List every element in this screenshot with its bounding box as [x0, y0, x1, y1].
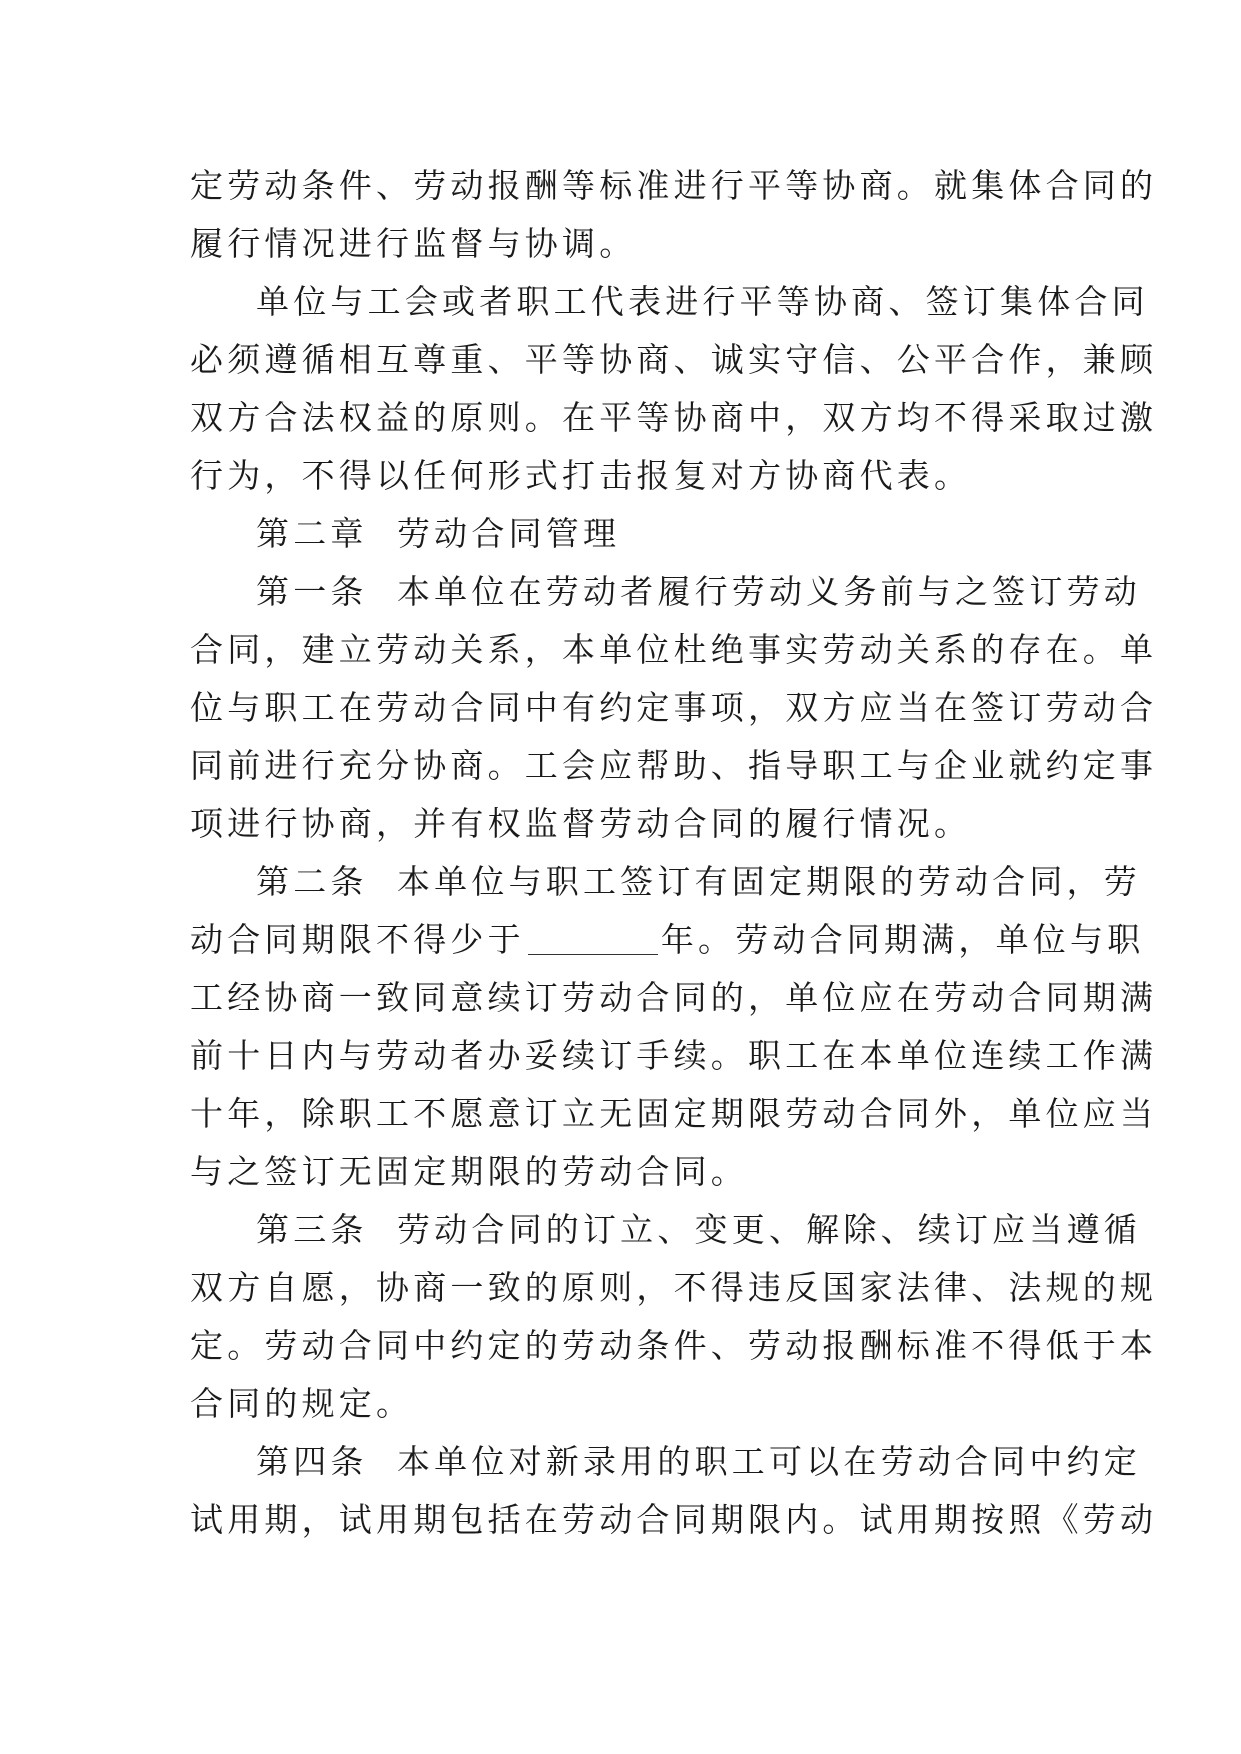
paragraph [190, 273, 1158, 505]
paragraph [190, 157, 1158, 273]
text-line: 第一条 本单位在劳动者履行劳动义务前与之签订劳动 [256, 572, 1141, 611]
chapter-title: 第二章 劳动合同管理 [256, 514, 621, 553]
document-body [190, 157, 1158, 1549]
text-line: 工经协商一致同意续订劳动合同的，单位应在劳动合同期满 [190, 978, 1158, 1017]
text-segment: 年。劳动合同期满，单位与职 [660, 920, 1145, 959]
text-line-with-blank [190, 911, 1145, 969]
text-line: 试用期，试用期包括在劳动合同期限内。试用期按照《劳动 [190, 1500, 1158, 1539]
text-line: 项进行协商，并有权监督劳动合同的履行情况。 [190, 804, 972, 843]
text-line: 合同，建立劳动关系，本单位杜绝事实劳动关系的存在。单 [190, 630, 1158, 669]
text-line: 同前进行充分协商。工会应帮助、指导职工与企业就约定事 [190, 746, 1158, 785]
text-line: 第三条 劳动合同的订立、变更、解除、续订应当遵循 [256, 1210, 1141, 1249]
fill-in-blank[interactable] [528, 921, 658, 955]
text-segment: 动合同期限不得少于 [190, 920, 525, 959]
text-line: 第四条 本单位对新录用的职工可以在劳动合同中约定 [256, 1442, 1141, 1481]
text-line: 双方合法权益的原则。在平等协商中，双方均不得采取过激 [190, 398, 1158, 437]
text-line: 位与职工在劳动合同中有约定事项，双方应当在签订劳动合 [190, 688, 1158, 727]
text-line: 前十日内与劳动者办妥续订手续。职工在本单位连续工作满 [190, 1036, 1158, 1075]
text-line: 单位与工会或者职工代表进行平等协商、签订集体合同 [256, 282, 1149, 321]
text-line: 履行情况进行监督与协调。 [190, 224, 637, 263]
text-line: 十年，除职工不愿意订立无固定期限劳动合同外，单位应当 [190, 1094, 1158, 1133]
text-line: 定劳动条件、劳动报酬等标准进行平等协商。就集体合同的 [190, 166, 1158, 205]
chapter-heading [190, 505, 1050, 563]
text-line: 第二条 本单位与职工签订有固定期限的劳动合同，劳 [256, 862, 1141, 901]
text-line: 与之签订无固定期限的劳动合同。 [190, 1152, 748, 1191]
text-line: 双方自愿，协商一致的原则，不得违反国家法律、法规的规 [190, 1268, 1158, 1307]
text-line: 定。劳动合同中约定的劳动条件、劳动报酬标准不得低于本 [190, 1326, 1158, 1365]
text-line: 必须遵循相互尊重、平等协商、诚实守信、公平合作，兼顾 [190, 340, 1158, 379]
text-line: 行为，不得以任何形式打击报复对方协商代表。 [190, 456, 972, 495]
article-3 [190, 1201, 1158, 1433]
article-2 [190, 853, 1158, 1201]
text-line: 合同的规定。 [190, 1384, 414, 1423]
article-4 [190, 1433, 1158, 1549]
article-1 [190, 563, 1158, 853]
